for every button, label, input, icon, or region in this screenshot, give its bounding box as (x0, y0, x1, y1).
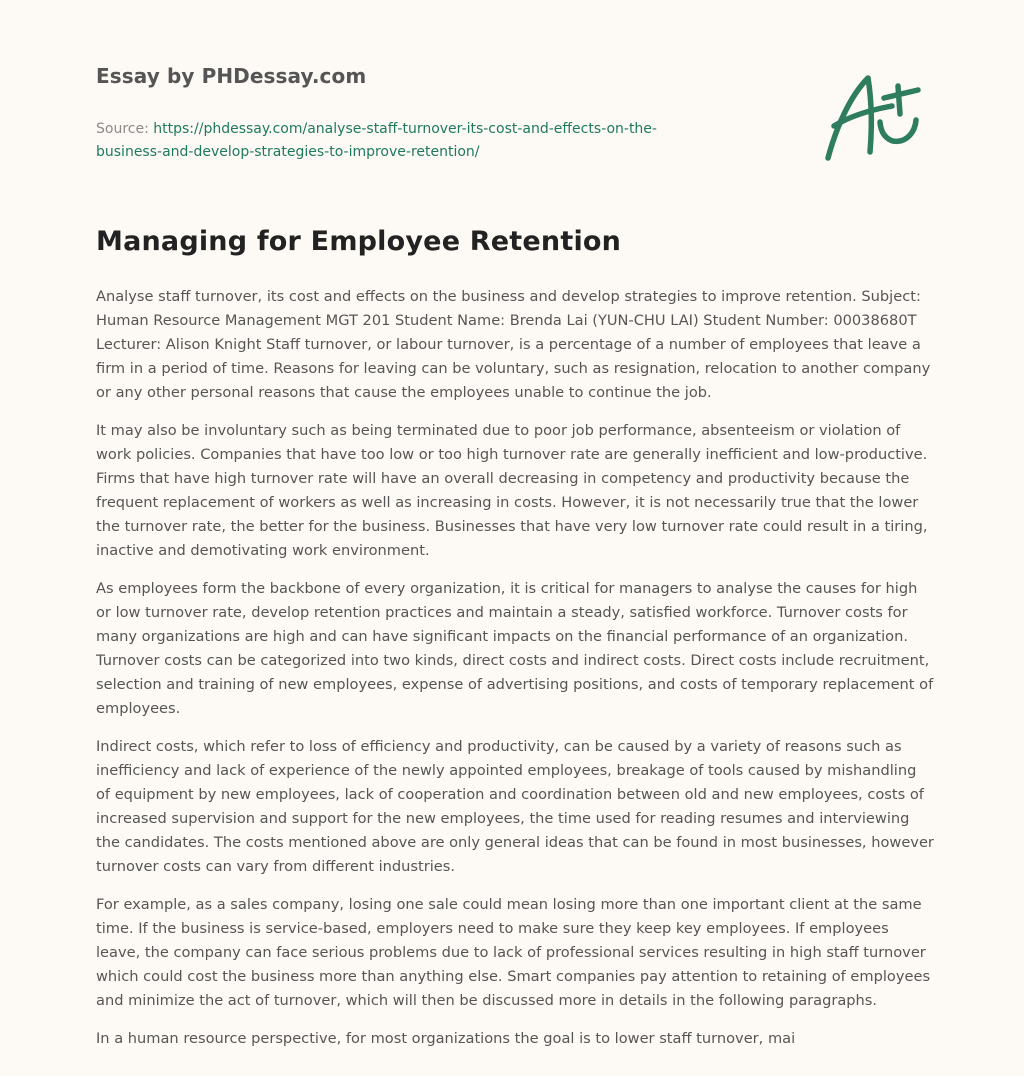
essay-body (96, 285, 934, 1065)
paragraph: It may also be involuntary such as being terminated due to poor job performance, absenteeism or violation of work policies. Companies that have too low or too high turnover rate are generally inefficient and low-productive. Firms that have high turnover rate will have an overall decreasing in competency and productivity because the frequent replacement of workers as well as increasing in costs. However, it is not necessarily true that the lower the turnover rate, the better for the business. Businesses that have very low turnover rate could result in a tiring, inactive and demotivating work environment. (96, 422, 928, 559)
a-plus-logo-icon (820, 66, 932, 166)
paragraph: For example, as a sales company, losing one sale could mean losing more than one important client at the same time. If the business is service-based, employers need to make sure they keep key employees. If employees leave, the company can face serious problems due to lack of professional services resulting in high staff turnover which could cost the business more than anything else. Smart companies pay attention to retaining of employees and minimize the act of turnover, which will then be discussed more in details in the following paragraphs. (96, 896, 931, 1009)
source-line (96, 118, 716, 164)
source-link[interactable] (96, 121, 657, 160)
essay-title: Managing for Employee Retention (96, 226, 622, 257)
source-link-line-2: business-and-develop-strategies-to-improve-retention/ (96, 144, 480, 160)
paragraph: Analyse staff turnover, its cost and effects on the business and develop strategies to improve retention. Subject: Human Resource Management MGT 201 Student Name: Brenda Lai (YUN-CHU LAI) Student Number: 00038680T Lecturer: Alison Knight Staff turnover, or labour turnover, is a percentage of a number of employees that leave a firm in a period of time. Reasons for leaving can be voluntary, such as resignation, relocation to another company or any other personal reasons that cause the employees unable to continue the job. (96, 288, 931, 401)
paragraph: In a human resource perspective, for most organizations the goal is to lower staff turnover, mai (96, 1030, 796, 1047)
source-link-line-1: https://phdessay.com/analyse-staff-turnover-its-cost-and-effects-on-the- (153, 121, 657, 137)
paragraph: Indirect costs, which refer to loss of efficiency and productivity, can be caused by a variety of reasons such as inefficiency and lack of experience of the newly appointed employees, breakage of tools caused by mishandling of equipment by new employees, lack of cooperation and coordination between old and new employees, costs of increased supervision and support for the new employees, the time used for reading resumes and interviewing the candidates. The costs mentioned above are only general ideas that can be found in most businesses, however turnover costs can vary from different industries. (96, 738, 934, 875)
essay-header (96, 64, 716, 164)
paragraph: As employees form the backbone of every organization, it is critical for managers to analyse the causes for high or low turnover rate, develop retention practices and maintain a steady, satisfied workforce. Turnover costs for many organizations are high and can have significant impacts on the financial performance of an organization. Turnover costs can be categorized into two kinds, direct costs and indirect costs. Direct costs include recruitment, selection and training of new employees, expense of advertising positions, and costs of temporary replacement of employees. (96, 580, 934, 717)
source-label: Source: (96, 121, 149, 137)
site-title: Essay by PHDessay.com (96, 64, 367, 88)
